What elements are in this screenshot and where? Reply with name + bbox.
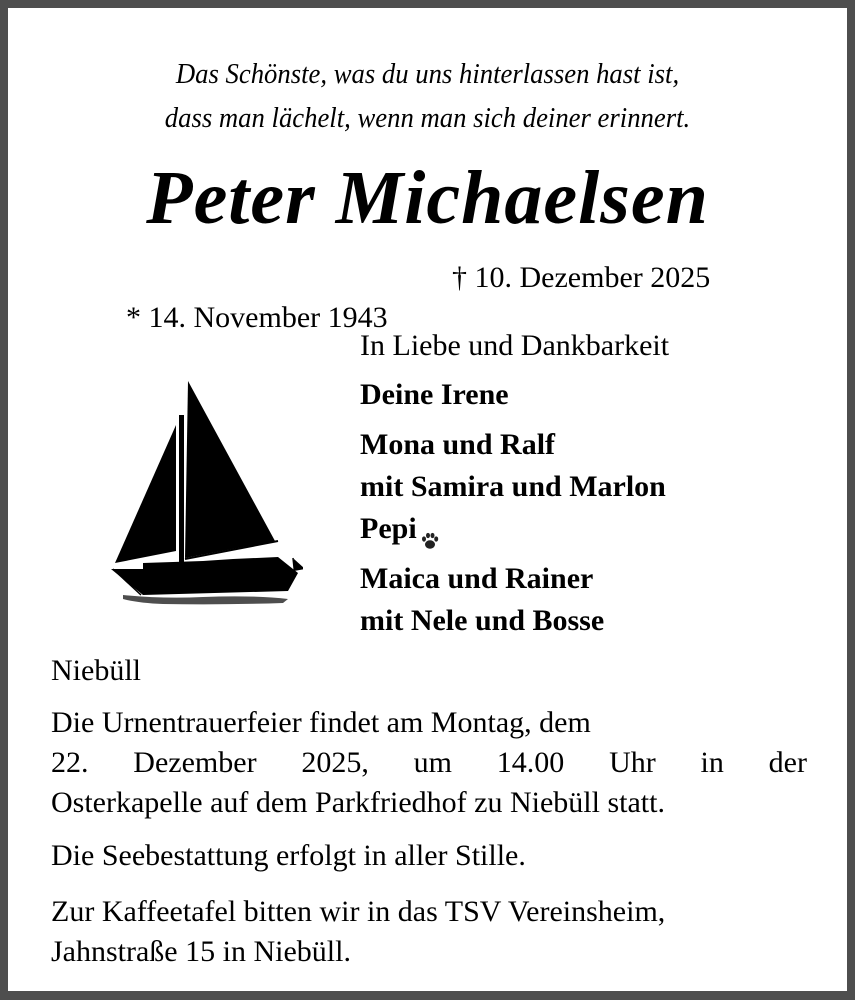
memorial-quote — [42, 52, 814, 140]
ceremony-notice — [51, 703, 807, 823]
death-date: † 10. Dezember 2025 — [452, 261, 711, 294]
family-member-pet — [360, 508, 669, 550]
family-group-3 — [360, 558, 669, 642]
place: Niebüll — [51, 654, 141, 687]
coffee-notice — [51, 892, 807, 972]
pet-name: Pepi — [360, 512, 417, 545]
deceased-name: Peter Michaelsen — [146, 156, 709, 240]
quote-line-2: dass man lächelt, wenn man sich deiner erinnert. — [164, 102, 691, 134]
ceremony-line-1: Die Urnentrauerfeier findet am Montag, dem — [51, 706, 591, 739]
coffee-line-2: Jahnstraße 15 in Niebüll. — [51, 935, 351, 968]
family-group-1 — [360, 374, 669, 416]
family-member: mit Samira und Marlon — [360, 470, 666, 503]
ceremony-line-2: 22. Dezember 2025, um 14.00 Uhr in der — [51, 746, 807, 779]
family-intro: In Liebe und Dankbarkeit — [360, 329, 670, 362]
paw-icon — [420, 521, 440, 541]
family-member: Deine Irene — [360, 378, 509, 411]
sailboat-icon — [103, 373, 303, 605]
birth-date: * 14. November 1943 — [126, 301, 388, 334]
ceremony-line-3: Osterkapelle auf dem Parkfriedhof zu Niebüll statt. — [51, 786, 665, 819]
coffee-line-1: Zur Kaffeetafel bitten wir in das TSV Vereinsheim, — [51, 895, 666, 928]
family-signatures — [360, 326, 669, 642]
family-member: Mona und Ralf — [360, 428, 556, 461]
family-member: Maica und Rainer — [360, 562, 594, 595]
burial-notice: Die Seebestattung erfolgt in aller Stille. — [51, 839, 526, 872]
obituary-card — [8, 8, 847, 991]
family-member: mit Nele und Bosse — [360, 604, 605, 637]
family-group-2 — [360, 424, 669, 550]
quote-line-1: Das Schönste, was du uns hinterlassen hast ist, — [175, 58, 680, 90]
